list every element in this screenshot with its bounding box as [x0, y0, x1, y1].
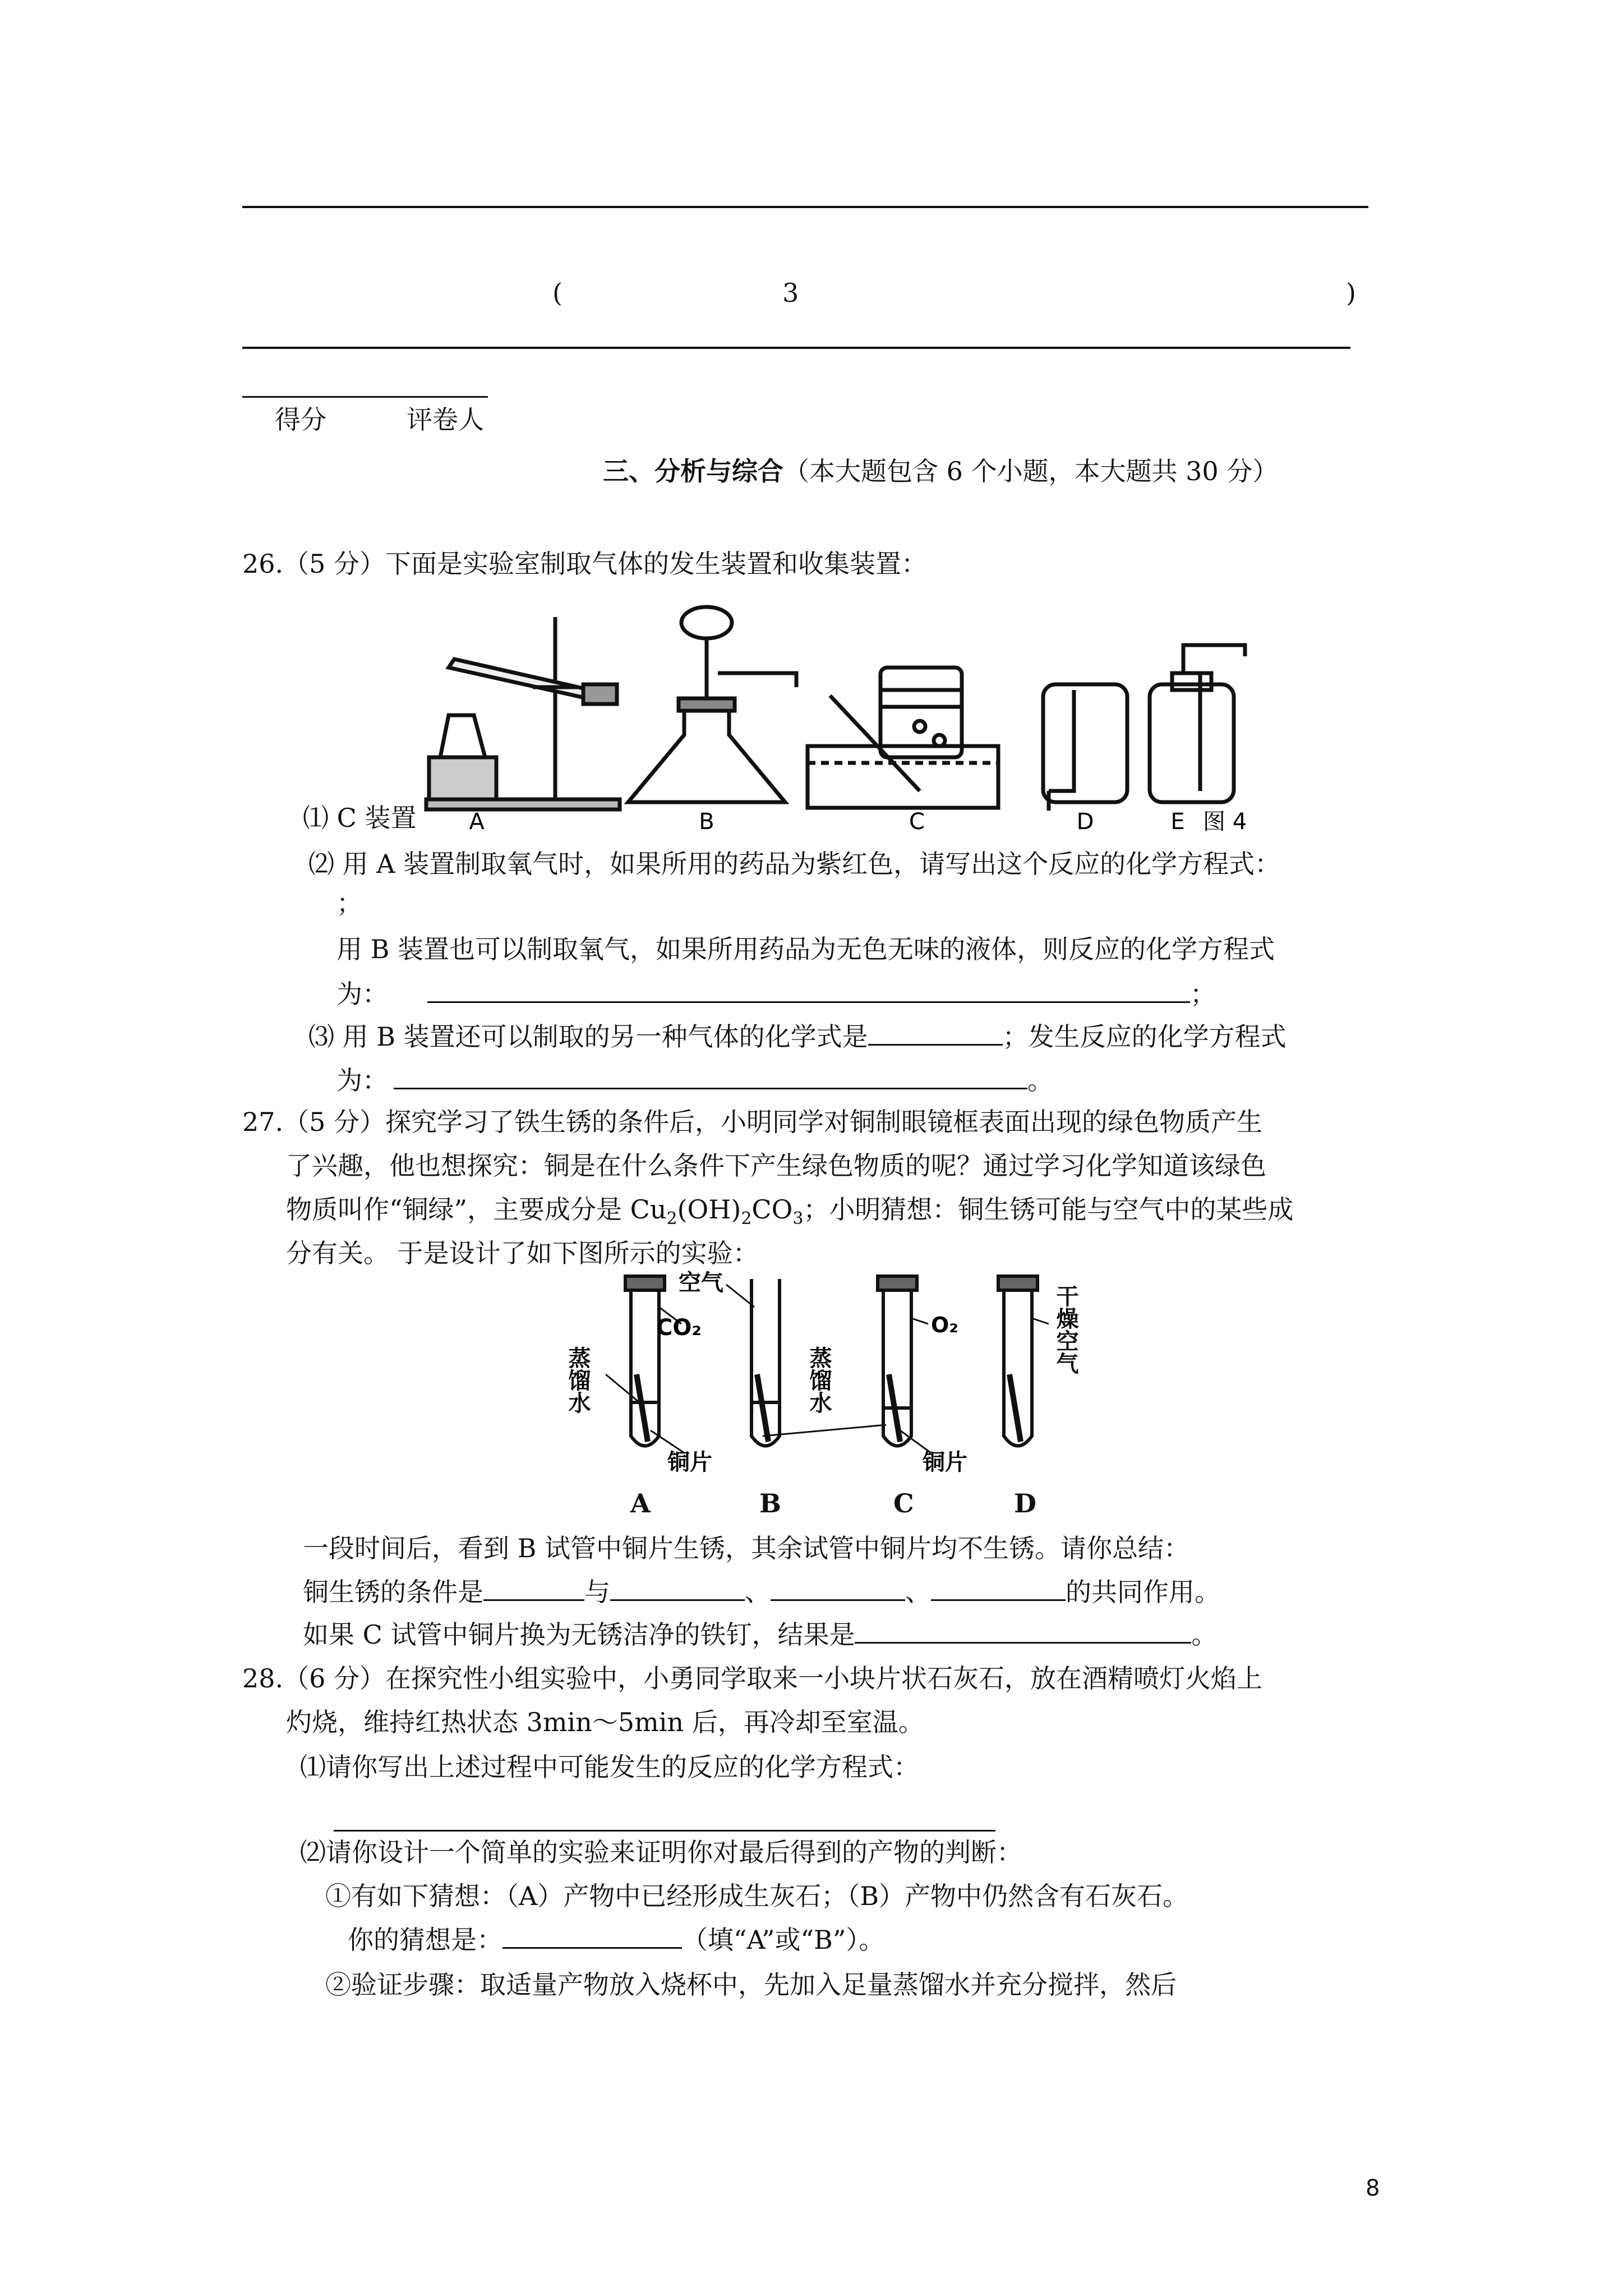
q27-blank-5[interactable]	[855, 1619, 1191, 1644]
q27-after2-end: 的共同作用。	[1066, 1577, 1220, 1607]
q27-formula-co: CO	[751, 1194, 793, 1225]
q28-line1: 28.（6 分）在探究性小组实验中，小勇同学取来一小块片状石灰石，放在酒精喷灯火焰上	[242, 1663, 1263, 1694]
section-heading	[603, 454, 1278, 488]
q28-part4-end: （填“A”或“B”）。	[682, 1925, 885, 1955]
q27-after2-b: 、	[745, 1577, 771, 1607]
page-number: 8	[1366, 2175, 1380, 2201]
q27-line4: 分有关。 于是设计了如下图所示的实验：	[286, 1238, 759, 1268]
q26-part4-blank[interactable]	[868, 1022, 1003, 1046]
q27-line1: 27.（5 分）探究学习了铁生锈的条件后，小明同学对铜制眼镜框表面出现的绿色物质产生	[242, 1107, 1263, 1137]
q26-part3-answer	[336, 977, 1216, 1011]
tube-label-a: A	[630, 1488, 651, 1519]
q26-part2-end: ；	[336, 888, 362, 918]
q26-part4	[308, 1020, 1287, 1053]
q26-part1: ⑴ C 装置	[303, 803, 417, 833]
water-label-a: 蒸馏水	[565, 1346, 591, 1414]
q28-part3: ①有如下猜想：（A）产物中已经形成生灰石；（B）产物中仍然含有石灰石。	[325, 1881, 1189, 1911]
q26-part4b-end: 。	[1027, 1065, 1053, 1096]
q26-stem: 26.（5 分）下面是实验室制取气体的发生装置和收集装置：	[242, 549, 928, 579]
q27-after1: 一段时间后，看到 B 试管中铜片生锈，其余试管中铜片均不生锈。请你总结：	[303, 1533, 1190, 1563]
q28-part5: ②验证步骤：取适量产物放入烧杯中，先加入足量蒸馏水并充分搅拌，然后	[325, 1970, 1177, 2000]
q27-blank-4[interactable]	[931, 1577, 1066, 1601]
q28-line2: 灼烧，维持红热状态 3min～5min 后，再冷却至室温。	[286, 1707, 924, 1737]
grader-label: 评卷人	[407, 404, 484, 435]
q27-after3	[303, 1618, 1217, 1651]
q27-after2-a: 与	[584, 1577, 610, 1607]
q26-part2: ⑵ 用 A 装置制取氧气时，如果所用的药品为紫红色，请写出这个反应的化学方程式：	[308, 849, 1281, 879]
copper-label-c: 铜片	[923, 1450, 967, 1475]
q26-part4b-prefix: 为：	[336, 1065, 388, 1096]
o2-label: O₂	[931, 1313, 958, 1337]
q27-after3-pre: 如果 C 试管中铜片换为无锈洁净的铁钉，结果是	[303, 1619, 855, 1650]
q28-part1: ⑴请你写出上述过程中可能发生的反应的化学方程式：	[300, 1752, 919, 1782]
tube-label-d: D	[1014, 1488, 1036, 1519]
top-rule	[242, 206, 1368, 208]
q26-part3-prefix: 为：	[336, 979, 388, 1009]
air-label: 空气	[679, 1270, 723, 1296]
figure-label-b: B	[699, 809, 714, 835]
q27-test-tube-figure	[565, 1262, 1110, 1487]
q27-after2-c: 、	[905, 1577, 931, 1607]
q27-after3-end: 。	[1191, 1619, 1218, 1650]
q27-blank-2[interactable]	[610, 1577, 745, 1601]
q26-apparatus-figure	[415, 606, 1256, 835]
q26-part4-mid: ；发生反应的化学方程式	[1002, 1022, 1287, 1052]
q26-part4-text: ⑶ 用 B 装置还可以制取的另一种气体的化学式是	[308, 1022, 868, 1052]
score-box-rule	[242, 396, 488, 398]
tube-label-b: B	[759, 1488, 781, 1519]
q28-part2: ⑵请你设计一个简单的实验来证明你对最后得到的产物的判断：	[300, 1837, 1022, 1867]
figure-caption: 图 4	[1203, 809, 1247, 835]
section-title: 三、分析与综合	[603, 456, 783, 486]
q28-part4-pre: 你的猜想是：	[348, 1925, 502, 1955]
co2-label: CO₂	[656, 1315, 702, 1341]
q26-part3: 用 B 装置也可以制取氧气，如果所用药品为无色无味的液体，则反应的化学方程式	[336, 934, 1275, 964]
figure-label-d: D	[1076, 809, 1094, 835]
dry-air-label: 干燥空气	[1053, 1285, 1078, 1374]
score-label: 得分	[275, 404, 326, 435]
q27-formula-oh: (OH)	[677, 1194, 741, 1225]
q27-sub-2: 2	[666, 1209, 677, 1229]
q26-part4-answer	[336, 1064, 1053, 1097]
tube-label-c: C	[893, 1488, 914, 1519]
q27-line3	[286, 1193, 1293, 1236]
header-paren-close: )	[1346, 278, 1356, 308]
q28-part4	[348, 1923, 884, 1957]
q27-after2-pre: 铜生锈的条件是	[303, 1577, 483, 1607]
header-number: 3	[782, 278, 799, 308]
q27-sub-3: 3	[792, 1209, 804, 1229]
q27-line3-post: ；小明猜想：铜生锈可能与空气中的某些成	[803, 1194, 1294, 1225]
figure-label-a: A	[469, 809, 485, 835]
q27-sub-2b: 2	[741, 1209, 752, 1229]
q27-blank-1[interactable]	[483, 1577, 584, 1601]
header-bottom-rule	[242, 347, 1350, 349]
q27-line3-pre: 物质叫作“铜绿”，主要成分是 Cu	[286, 1194, 667, 1225]
q27-line2: 了兴趣，他也想探究：铜是在什么条件下产生绿色物质的呢？通过学习化学知道该绿色	[286, 1151, 1266, 1181]
figure-label-c: C	[909, 809, 925, 835]
q27-blank-3[interactable]	[771, 1577, 905, 1601]
q26-part4b-blank[interactable]	[394, 1065, 1027, 1089]
q26-part3-end: ；	[1190, 979, 1216, 1009]
q27-after2	[303, 1575, 1220, 1609]
figure-label-e: E	[1170, 809, 1185, 835]
water-label-c: 蒸馏水	[806, 1346, 832, 1414]
header-paren-open: (	[552, 278, 562, 308]
q28-guess-blank[interactable]	[502, 1925, 682, 1949]
q28-equation-blank[interactable]	[334, 1807, 995, 1832]
copper-label-a: 铜片	[667, 1450, 712, 1475]
q26-part3-blank[interactable]	[427, 979, 1190, 1003]
section-note: （本大题包含 6 个小题，本大题共 30 分）	[783, 456, 1279, 486]
